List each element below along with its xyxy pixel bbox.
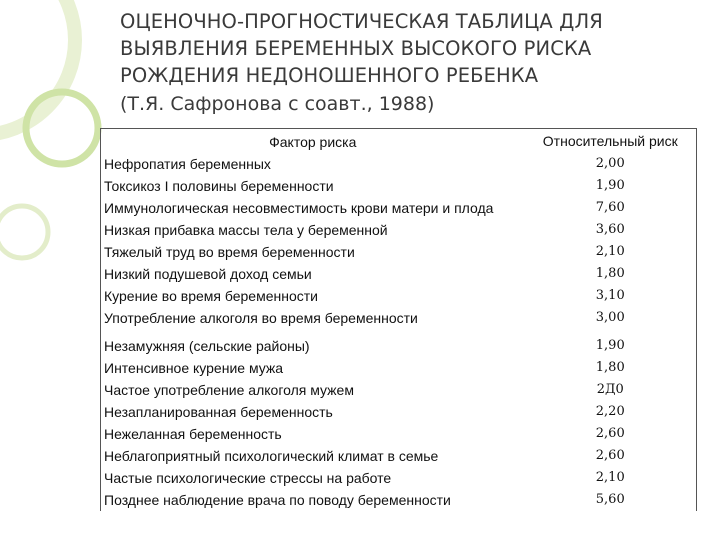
relative-risk-cell: 1,90 [525,175,697,197]
risk-factor-cell: Нежеланная беременность [101,423,525,445]
title-line-3: РОЖДЕНИЯ НЕДОНОШЕННОГО РЕБЕНКА [120,64,539,87]
table-row [101,263,697,285]
relative-risk-cell: 1,90 [525,329,697,357]
table-row [101,307,697,329]
table-row [101,401,697,423]
risk-factor-cell: Частое употребление алкоголя мужем [101,379,525,401]
relative-risk-cell: 3,10 [525,285,697,307]
relative-risk-cell: 3,60 [525,219,697,241]
table-row [101,241,697,263]
table-row [101,285,697,307]
relative-risk-cell: 2,60 [525,445,697,467]
risk-factor-cell: Тяжелый труд во время беременности [101,241,525,263]
relative-risk-cell: 1,80 [525,263,697,285]
relative-risk-cell: 2,00 [525,153,697,175]
risk-factor-cell: Незамужняя (сельские районы) [101,329,525,357]
ring-large [0,0,75,135]
relative-risk-cell: 3,00 [525,307,697,329]
ring-small [0,206,48,258]
relative-risk-cell: 2,20 [525,401,697,423]
subtitle-citation: (Т.Я. Сафронова с соавт., 1988) [120,93,435,115]
table-row [101,357,697,379]
table-row [101,379,697,401]
risk-factor-cell: Токсикоз I половины беременности [101,175,525,197]
table-body [101,153,697,511]
relative-risk-cell: 2,10 [525,467,697,489]
table-header-row [101,129,697,154]
risk-factor-cell: Незапланированная беременность [101,401,525,423]
table-row [101,219,697,241]
header-factor: Фактор риска [101,129,525,154]
table-row [101,175,697,197]
header-relative-risk: Относительный риск [525,129,697,154]
table-row [101,467,697,489]
relative-risk-cell: 1,80 [525,357,697,379]
table-row [101,445,697,467]
table-row [101,153,697,175]
risk-factor-cell: Позднее наблюдение врача по поводу беременности [101,489,525,511]
risk-factor-cell: Неблагоприятный психологический климат в семье [101,445,525,467]
relative-risk-cell: 2,10 [525,241,697,263]
relative-risk-cell: 2Д0 [525,379,697,401]
risk-factor-cell: Низкий подушевой доход семьи [101,263,525,285]
ring-medium [26,92,98,164]
risk-factor-cell: Низкая прибавка массы тела у беременной [101,219,525,241]
table-row [101,489,697,511]
title-line-2: ВЫЯВЛЕНИЯ БЕРЕМЕННЫХ ВЫСОКОГО РИСКА [120,37,592,60]
relative-risk-cell: 7,60 [525,197,697,219]
risk-factor-cell: Частые психологические стрессы на работе [101,467,525,489]
risk-factor-cell: Курение во время беременности [101,285,525,307]
title-block [120,8,710,117]
table-row [101,423,697,445]
risk-factor-cell: Употребление алкоголя во время беременности [101,307,525,329]
risk-factor-cell: Иммунологическая несовместимость крови матери и плода [101,197,525,219]
table-row [101,329,697,357]
risk-factor-cell: Нефропатия беременных [101,153,525,175]
title-line-1: ОЦЕНОЧНО-ПРОГНОСТИЧЕСКАЯ ТАБЛИЦА ДЛЯ [120,10,603,33]
relative-risk-cell: 2,60 [525,423,697,445]
table-row [101,197,697,219]
risk-factor-cell: Интенсивное курение мужа [101,357,525,379]
relative-risk-cell: 5,60 [525,489,697,511]
risk-table [100,128,697,511]
